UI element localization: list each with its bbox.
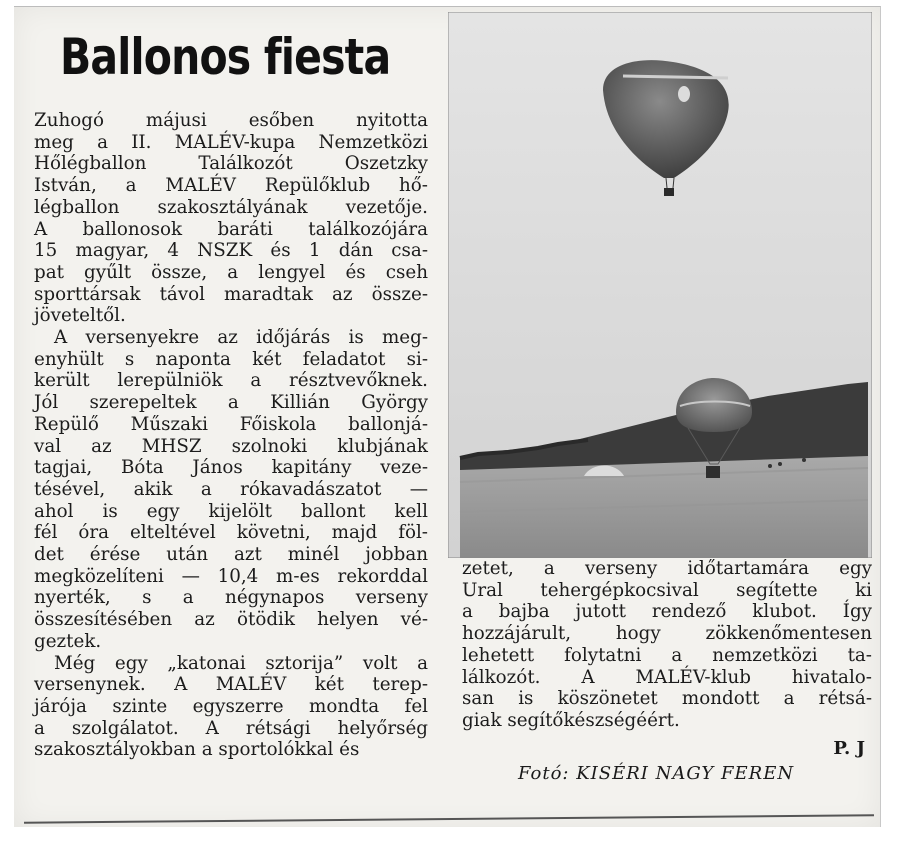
- paragraph: [34, 327, 428, 653]
- photo-credit: Fotó: KISÉRI NAGY FEREN: [518, 763, 795, 784]
- text-line: enyhült s naponta két feladatot si-: [34, 348, 428, 370]
- text-line: Hőlégballon Találkozót Oszetzky: [34, 153, 428, 175]
- balloon-photo: [448, 12, 872, 558]
- text-line: geztek.: [34, 630, 102, 652]
- text-line: A ballonosok baráti találkozójára: [34, 218, 428, 240]
- text-line: szakosztályokban a sportolókkal és: [34, 739, 360, 761]
- text-line: megközelíteni — 10,4 m-es rekorddal: [34, 565, 428, 587]
- paragraph: [34, 653, 428, 762]
- text-line: a szolgálatot. A rétsági helyőrség: [34, 717, 428, 739]
- text-line: került lerepülniök a résztvevőknek.: [34, 370, 428, 392]
- text-line: légballon szakosztályának vezetője.: [34, 196, 428, 218]
- text-line: István, a MALÉV Repülőklub hő-: [34, 175, 428, 197]
- text-line: Ural tehergépkocsival segítette ki: [462, 579, 872, 601]
- text-line: zetet, a verseny időtartamára egy: [462, 558, 872, 579]
- text-line: ahol is egy kijelölt ballont kell: [34, 500, 428, 522]
- text-line: pat gyűlt össze, a lengyel és cseh: [34, 261, 428, 283]
- text-line: lehetett folytatni a nemzetközi ta-: [462, 644, 872, 666]
- text-line: nyerték, s a négynapos verseny: [34, 587, 428, 609]
- text-line: a bajba jutott rendező klubot. Így: [462, 601, 872, 623]
- text-line: jöveteltől.: [34, 305, 126, 327]
- text-line: det érése után azt minél jobban: [34, 544, 428, 566]
- text-line: hozzájárult, hogy zökkenőmentesen: [462, 623, 872, 645]
- text-line: sporttársak távol maradtak az össze-: [34, 283, 428, 305]
- text-line: összesítésében az ötödik helyen vé-: [34, 609, 428, 631]
- text-line: meg a II. MALÉV-kupa Nemzetközi: [34, 131, 428, 153]
- text-line: Jól szerepeltek a Killián György: [34, 392, 428, 414]
- paragraph: [34, 110, 428, 327]
- right-text-column: [462, 558, 872, 732]
- text-line: tésével, akik a rókavadászatot —: [34, 478, 428, 500]
- text-line: Még egy „katonai sztorija” volt a: [54, 652, 428, 674]
- article-headline: Ballonos fiesta: [60, 28, 391, 86]
- text-line: lálkozót. A MALÉV-klub hivatalo-: [462, 666, 872, 688]
- text-line: san is köszönetet mondott a rétsá-: [462, 688, 872, 710]
- text-line: val az MHSZ szolnoki klubjának: [34, 435, 428, 457]
- text-line: giak segítőkészségéért.: [462, 709, 680, 731]
- text-line: Zuhogó májusi esőben nyitotta: [34, 110, 428, 131]
- text-line: járója szinte egyszerre mondta fel: [34, 695, 428, 717]
- text-line: versenynek. A MALÉV két terep-: [34, 674, 428, 696]
- text-line: 15 magyar, 4 NSZK és 1 dán csa-: [34, 240, 428, 262]
- left-text-column: [34, 110, 428, 761]
- text-line: tagjai, Bóta János kapitány veze-: [34, 457, 428, 479]
- byline: P. J: [833, 738, 865, 759]
- paragraph: [462, 558, 872, 732]
- text-line: Repülő Műszaki Főiskola ballonjá-: [34, 413, 428, 435]
- text-line: A versenyekre az időjárás is meg-: [54, 327, 428, 349]
- text-line: fél óra elteltével követni, majd föl-: [34, 522, 428, 544]
